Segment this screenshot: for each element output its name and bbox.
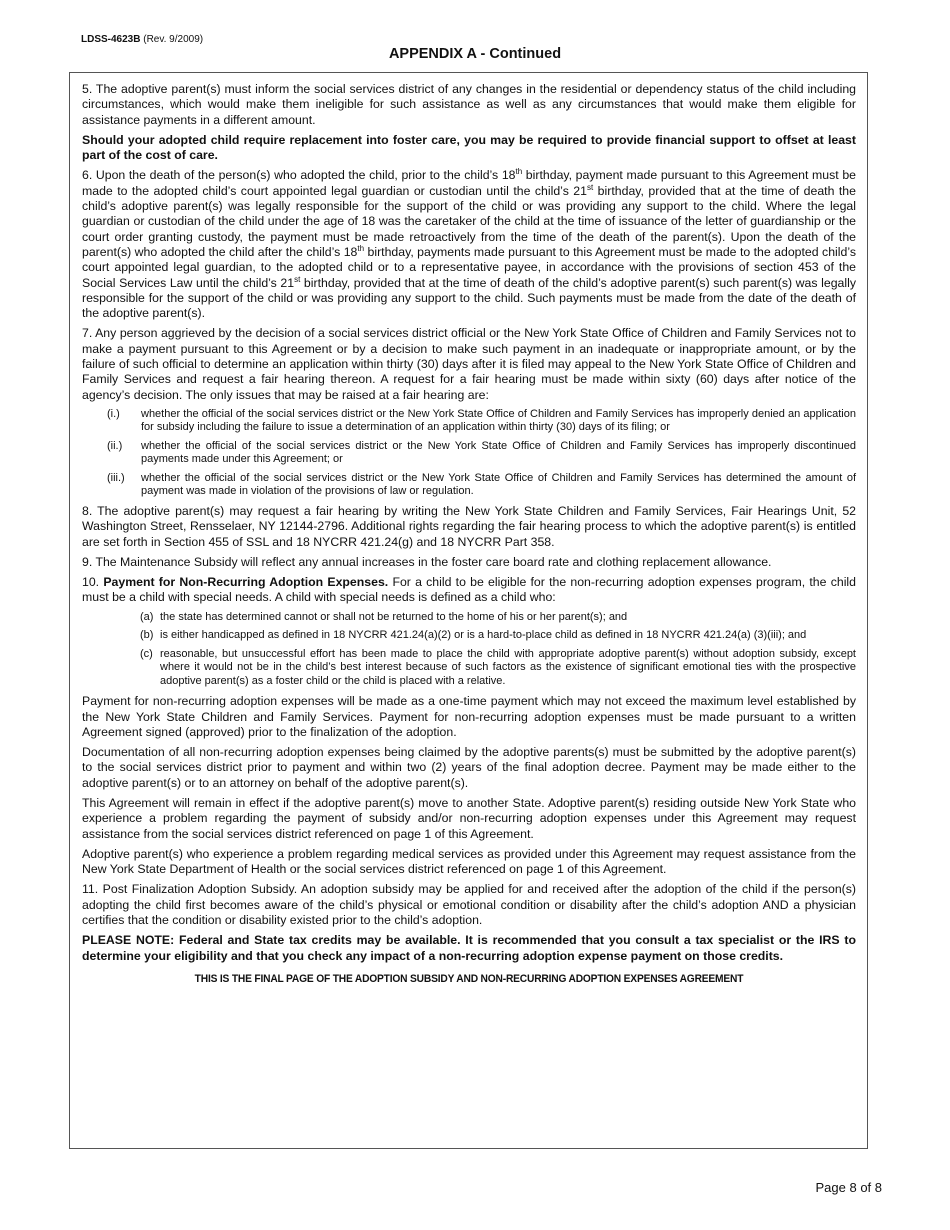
paragraph-10: 10. Payment for Non-Recurring Adoption Expenses. For a child to be eligible for the non-recurring adoption expenses program, the child must be a child with special needs. A child with special needs is defined as a child who: bbox=[82, 575, 856, 605]
form-revision: (Rev. 9/2009) bbox=[143, 34, 204, 45]
documentation-paragraph: Documentation of all non-recurring adoption expenses being claimed by the adoptive parents(s) must be submitted by the adoptive parent(s) to the social services district prior to payment and within two (2) years of the final adoption decree. Payment may be made either to the adoptive parent(s) or to an attorney on behalf of the adoptive parent(s). bbox=[82, 745, 856, 790]
list-item: (iii.) whether the official of the social services district or the New York State Office of Children and Family Services has determined the amount of payment was made in violation of the provisions of law or regulation. bbox=[107, 471, 856, 498]
paragraph-8: 8. The adoptive parent(s) may request a fair hearing by writing the New York State Children and Family Services, Fair Hearings Unit, 52 Washington Street, Rensselaer, NY 12144-2796. Additional rights regarding the fair hearing process to which the adoptive parent(s) is entitled are set forth in Section 455 of SSL and 18 NYCRR 421.24(g) and 18 NYCRR Part 358. bbox=[82, 503, 856, 549]
paragraph-11: 11. Post Finalization Adoption Subsidy. An adoption subsidy may be applied for and received after the adoption of the child if the person(s) adopting the child first becomes aware of the child’s physical or emotional condition or disability after the child’s adoption AND a physician certifies that the condition or disability existed prior to the child’s adoption. bbox=[82, 882, 856, 928]
fair-hearing-issues-list bbox=[82, 408, 856, 499]
special-needs-list bbox=[140, 611, 856, 689]
paragraph-6: 6. Upon the death of the person(s) who adopted the child, prior to the child’s 18th birthday, payment made pursuant to this Agreement must be made to the adopted child’s court appointed legal guardian or custodian until the child’s 21st birthday, provided that at the time of death the child’s adoptive parent(s) was legally responsible for the support of the child or was providing any support to the child. Where the legal guardian or custodian of the child under the age of 18 was the caretaker of the child at the time of issuance of the letter of guardianship or the court order granting custody, the payment must be made retroactively from the time of the death of the parent(s). Upon the death of the parent(s) who adopted the child after the child’s 18th birthday, payments made pursuant to this Agreement must be made to the adopted child’s court appointed legal guardian, to the adopted child or to a representative payee, in accordance with the provisions of section 453 of the Social Services Law until the child’s 21st birthday, provided that at the time of death of the child’s adoptive parent(s) such parent(s) was legally responsible for the support of the child or was providing any support to the child. Such payments must be made from the date of the death of the adoptive parent(s). bbox=[82, 167, 856, 321]
list-item: (b) is either handicapped as defined in 18 NYCRR 421.24(a)(2) or is a hard-to-place child as defined in 18 NYCRR 421.24(a) (3)(iii); and bbox=[140, 629, 807, 642]
list-item: (i.) whether the official of the social services district or the New York State Office of Children and Family Services has improperly denied an application for subsidy including the failure to issue a determination of an application within thirty (30) days of its filing; or bbox=[107, 407, 856, 434]
document-body bbox=[82, 82, 856, 987]
final-page-notice: THIS IS THE FINAL PAGE OF THE ADOPTION SUBSIDY AND NON-RECURRING ADOPTION EXPENSES AGREEMENT bbox=[194, 972, 744, 985]
payment-paragraph: Payment for non-recurring adoption expenses will be made as a one-time payment which may not exceed the maximum level established by the New York State Children and Family Services. Payment for non-recurring adoption expenses must be made pursuant to a written Agreement signed (approved) prior to the finalization of the adoption. bbox=[82, 694, 856, 739]
list-item: (c) reasonable, but unsuccessful effort has been made to place the child with appropriate adoptive parent(s) without adoption subsidy, except where it would not be in the child’s best interest because of such factors as the existence of significant emotional ties with the prospective adoptive parent(s) as a foster child or the child is placed with a relative. bbox=[140, 647, 856, 687]
list-item: (ii.) whether the official of the social services district or the New York State Office of Children and Family Services has improperly discontinued payments made under this Agreement; or bbox=[107, 439, 856, 466]
paragraph-7: 7. Any person aggrieved by the decision of a social services district official or the New York State Office of Children and Family Services not to make a payment pursuant to this Agreement or by a decision to make such payment in an inadequate or inappropriate amount, or by the failure of such official to determine an application within thirty (30) days after it is filed may appeal to the New York State Office of Children and Family Services and request a fair hearing thereon. A request for a fair hearing must be made within sixty (60) days after notice of the agency’s decision. The only issues that may be raised at a fair hearing are: bbox=[82, 326, 856, 402]
form-code: LDSS-4623B bbox=[81, 34, 141, 45]
page-number: Page 8 of 8 bbox=[815, 1180, 882, 1195]
foster-care-note: Should your adopted child require replacement into foster care, you may be required to provide financial support to offset at least part of the cost of care. bbox=[82, 132, 856, 163]
agreement-paragraph: This Agreement will remain in effect if the adoptive parent(s) move to another State. Adoptive parent(s) residing outside New York State who experience a problem regarding the payment of subsidy and/or non-recurring adoption expenses under this Agreement may request assistance from the social services district referenced on page 1 of this Agreement. bbox=[82, 796, 856, 841]
page-title: APPENDIX A - Continued bbox=[388, 46, 562, 62]
tax-credit-note: PLEASE NOTE: Federal and State tax credits may be available. It is recommended that you consult a tax specialist or the IRS to determine your eligibility and that you check any impact of a non-recurring adoption expense payment on those credits. bbox=[82, 933, 856, 963]
form-identifier bbox=[81, 34, 203, 45]
paragraph-9: 9. The Maintenance Subsidy will reflect any annual increases in the foster care board rate and clothing replacement allowance. bbox=[82, 554, 772, 569]
list-item: (a) the state has determined cannot or shall not be returned to the home of his or her parent(s); and bbox=[140, 610, 628, 623]
medical-paragraph: Adoptive parent(s) who experience a problem regarding medical services as provided under this Agreement may request assistance from the New York State Department of Health or the social services district referenced on page 1 of this Agreement. bbox=[82, 846, 856, 877]
paragraph-5: 5. The adoptive parent(s) must inform the social services district of any changes in the residential or dependency status of the child including circumstances, which would make them ineligible for such assistance as well as any circumstances that would make them eligible for assistance payments in a different amount. bbox=[82, 82, 856, 127]
